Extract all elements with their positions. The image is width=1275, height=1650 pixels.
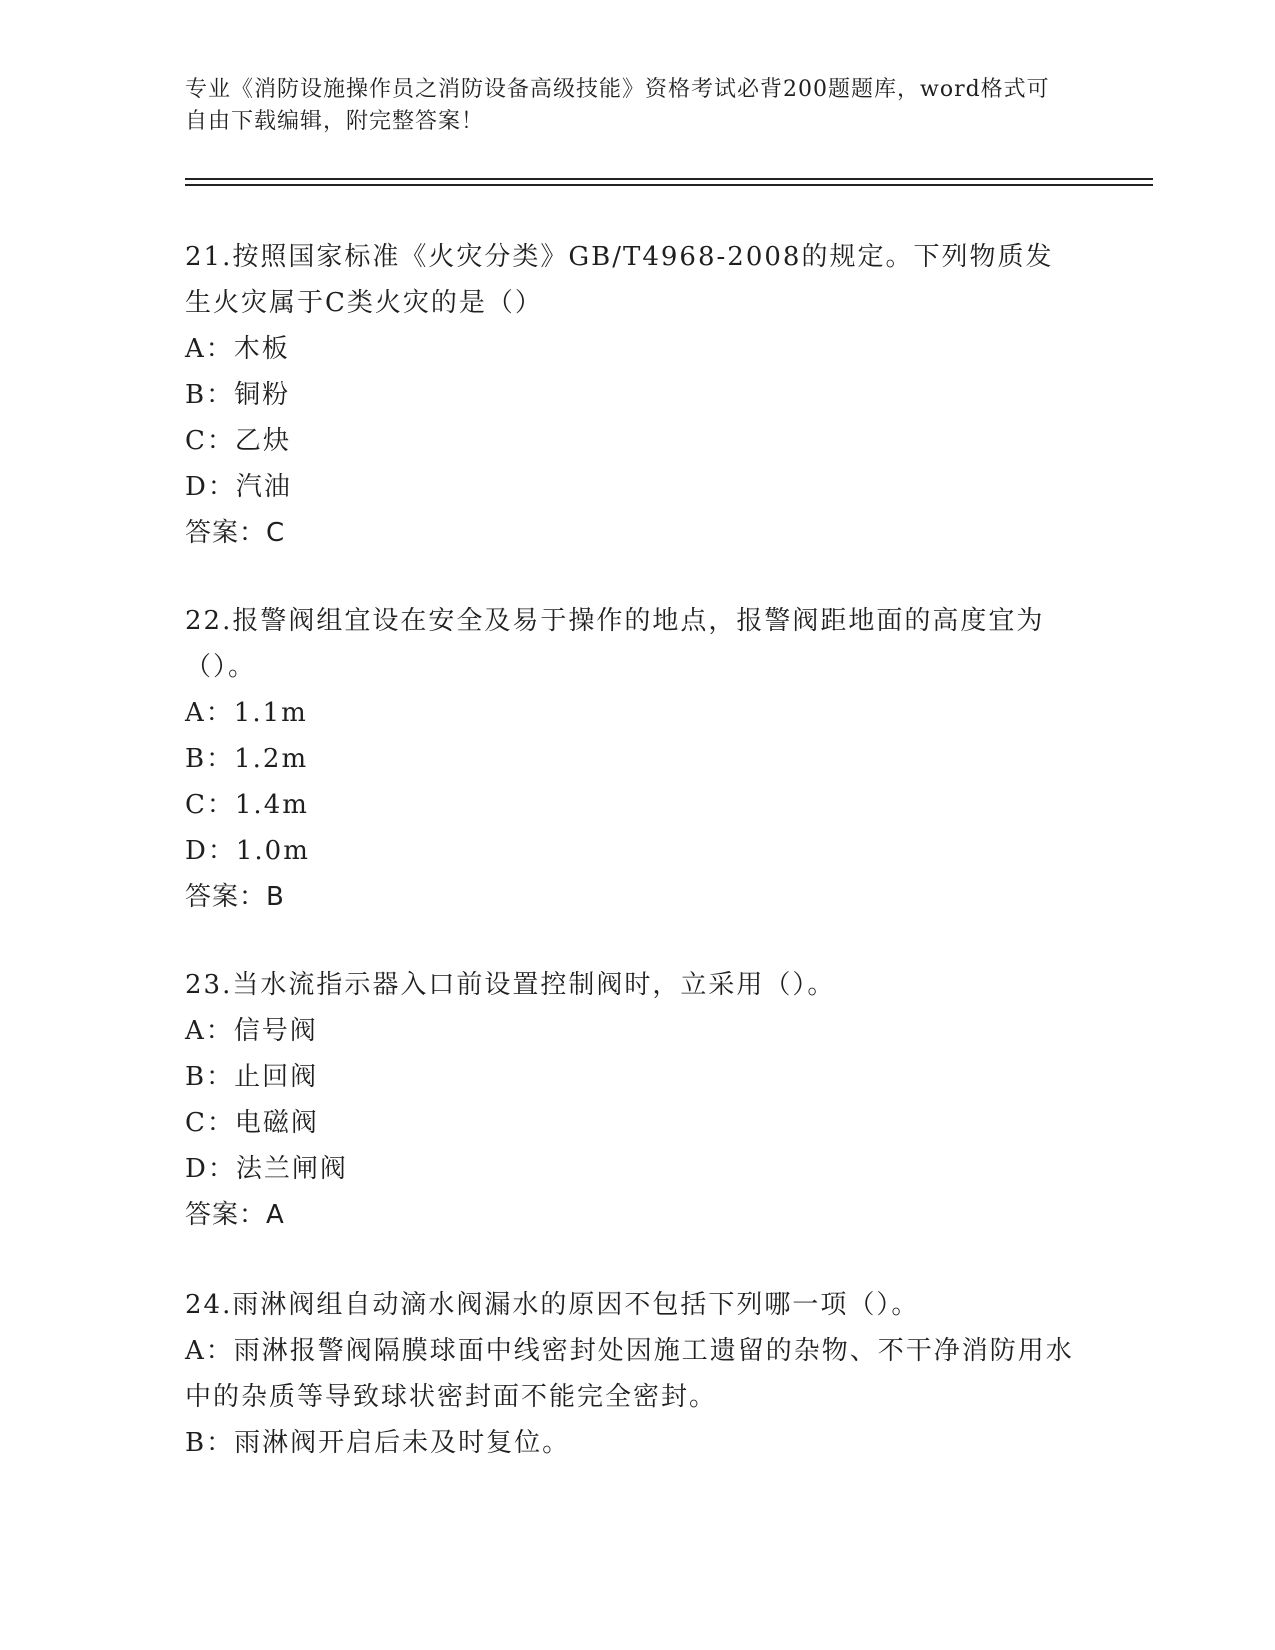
question-22 — [185, 598, 1075, 920]
option-c: C：乙炔 — [185, 426, 291, 456]
question-stem: 22.报警阀组宜设在安全及易于操作的地点，报警阀距地面的高度宜为（）。 — [185, 606, 1045, 682]
option-a: A：信号阀 — [185, 1016, 318, 1046]
header-divider-bottom — [185, 184, 1153, 186]
option-b: B：1.2m — [185, 744, 309, 774]
answer-text: 答案：A — [185, 1200, 285, 1230]
question-stem: 21.按照国家标准《火灾分类》GB/T4968-2008的规定。下列物质发生火灾属于C类火灾的是（） — [185, 242, 1054, 318]
question-stem: 23.当水流指示器入口前设置控制阀时，立采用（）。 — [185, 970, 836, 1000]
document-header: 专业《消防设施操作员之消防设备高级技能》资格考试必背200题题库，word格式可自由下载编辑，附完整答案！ — [185, 77, 1050, 134]
option-b: B：雨淋阀开启后未及时复位。 — [185, 1428, 571, 1458]
option-b: B：铜粉 — [185, 380, 291, 410]
question-stem: 24.雨淋阀组自动滴水阀漏水的原因不包括下列哪一项（）。 — [185, 1290, 920, 1320]
option-a: A：雨淋报警阀隔膜球面中线密封处因施工遗留的杂物、不干净消防用水中的杂质等导致球状密封面不能完全密封。 — [185, 1336, 1074, 1412]
option-a: A：木板 — [185, 334, 290, 364]
question-24 — [185, 1282, 1075, 1466]
option-d: D：1.0m — [185, 836, 310, 866]
answer-text: 答案：B — [185, 882, 285, 912]
header-divider-top — [185, 178, 1153, 180]
option-a: A：1.1m — [185, 698, 308, 728]
option-d: D：法兰闸阀 — [185, 1154, 348, 1184]
option-b: B：止回阀 — [185, 1062, 319, 1092]
answer-text: 答案：C — [185, 518, 286, 548]
question-23 — [185, 962, 1075, 1238]
option-c: C：电磁阀 — [185, 1108, 319, 1138]
option-c: C：1.4m — [185, 790, 309, 820]
question-21 — [185, 234, 1075, 556]
option-d: D：汽油 — [185, 472, 292, 502]
